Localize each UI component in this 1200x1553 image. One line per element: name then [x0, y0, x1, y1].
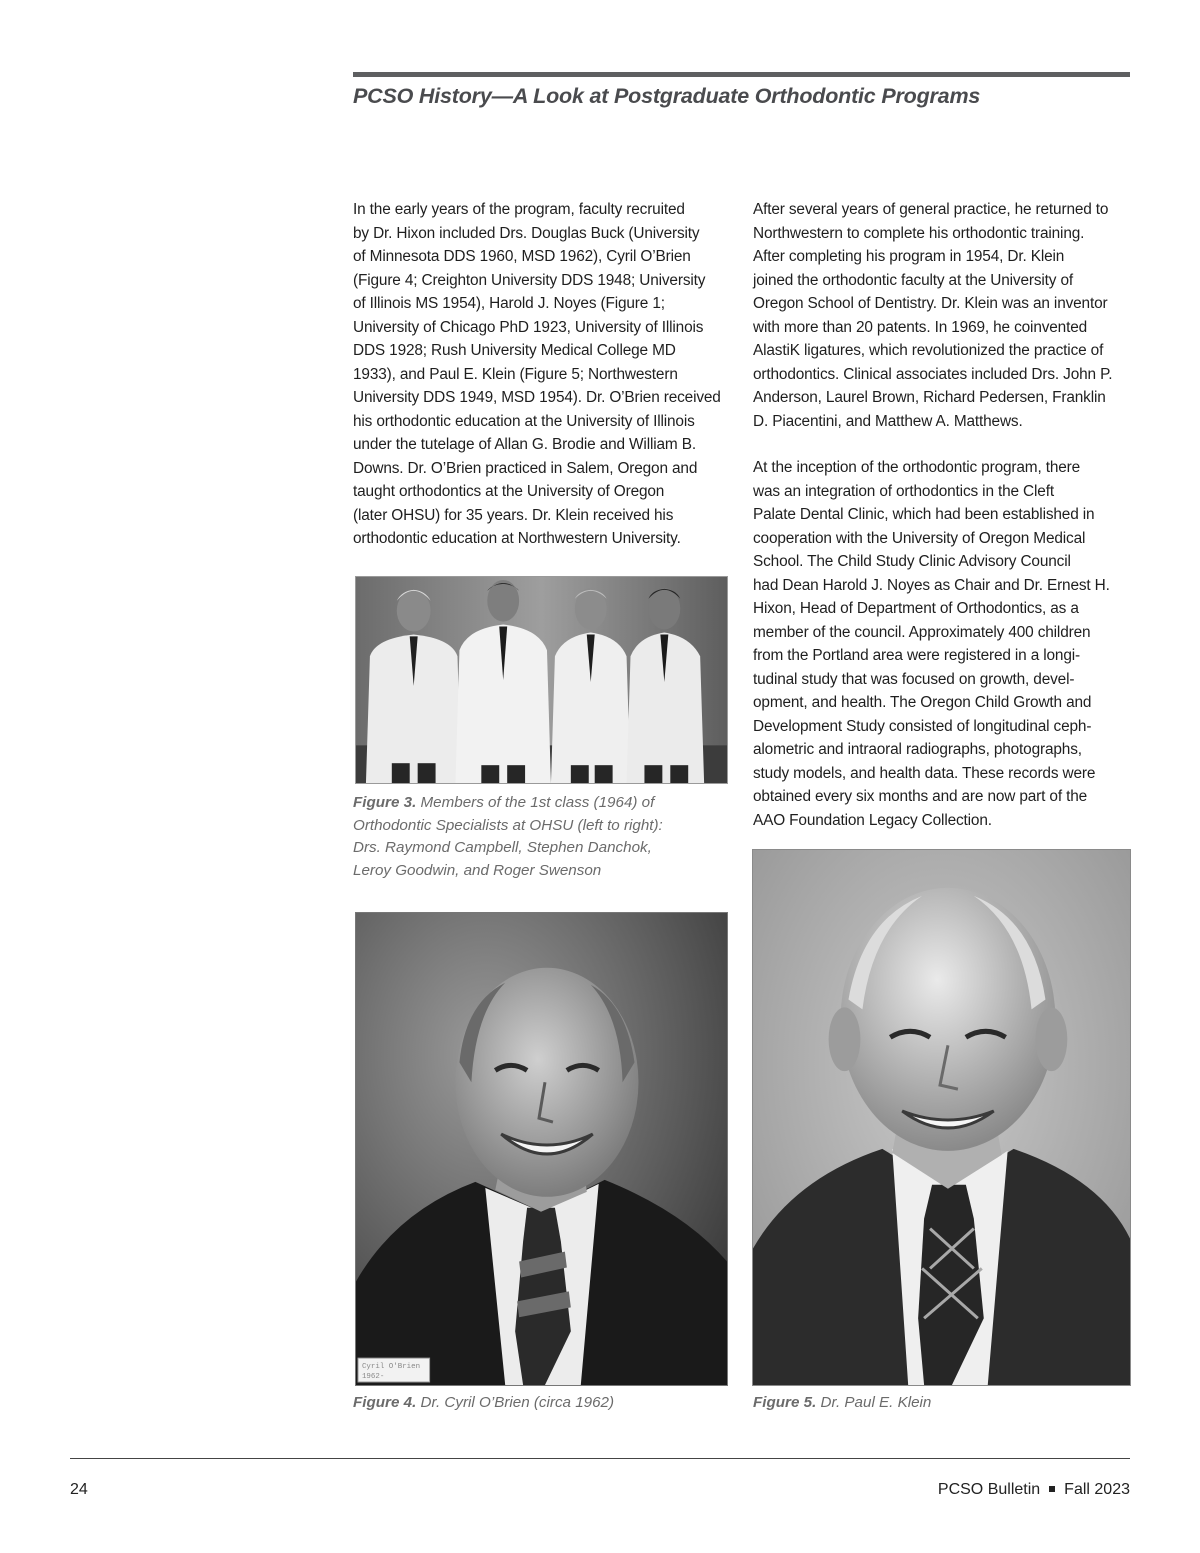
paragraph-line: (later OHSU) for 35 years. Dr. Klein received his	[353, 506, 674, 524]
figure4-label: Figure 4.	[353, 1394, 417, 1411]
paragraph-line: alometric and intraoral radiographs, photographs,	[753, 741, 1082, 758]
figure3-caption-line: Drs. Raymond Campbell, Stephen Danchok,	[353, 839, 652, 856]
paragraph-line: School. The Child Study Clinic Advisory Council	[753, 553, 1071, 570]
paragraph-line: After completing his program in 1954, Dr. Klein	[753, 248, 1065, 265]
figure3-caption-text: Members of the 1st class (1964) of	[416, 794, 655, 811]
paragraph-line: study models, and health data. These records were	[753, 764, 1096, 782]
paragraph-line: After several years of general practice, he returned to	[753, 201, 1109, 218]
bullet-icon	[1049, 1486, 1055, 1492]
figure5-caption	[753, 1392, 931, 1415]
header-rule	[353, 72, 1130, 77]
right-column-paragraph-2	[753, 456, 1133, 832]
paragraph-line: University of Chicago PhD 1923, University of Illinois	[353, 318, 704, 336]
figure4-photo	[355, 912, 728, 1386]
paragraph-line: was an integration of orthodontics in the Cleft	[753, 482, 1054, 500]
figure5-photo	[752, 849, 1131, 1386]
paragraph-line: Palate Dental Clinic, which had been established in	[753, 506, 1095, 523]
paragraph-line: orthodontic education at Northwestern University.	[353, 530, 681, 547]
paragraph-line: member of the council. Approximately 400 children	[753, 623, 1091, 641]
paragraph-line: University DDS 1949, MSD 1954). Dr. O’Brien received	[353, 389, 721, 406]
paragraph-line: under the tutelage of Allan G. Brodie and William B.	[353, 436, 696, 453]
paragraph-line: obtained every six months and are now part of the	[753, 788, 1088, 805]
footer-publication-info	[938, 1481, 1130, 1499]
paragraph-line: of Illinois MS 1954), Harold J. Noyes (Figure 1;	[353, 295, 665, 312]
paragraph-line: Hixon, Head of Department of Orthodontics, as a	[753, 600, 1079, 617]
right-column-paragraph-1	[753, 198, 1133, 433]
paragraph-line: had Dean Harold J. Noyes as Chair and Dr. Ernest H.	[753, 576, 1110, 594]
paragraph-line: Northwestern to complete his orthodontic training.	[753, 224, 1085, 242]
paragraph-line: of Minnesota DDS 1960, MSD 1962), Cyril O’Brien	[353, 248, 691, 265]
figure4-photo-tag-line1: Cyril O'Brien	[361, 1363, 421, 1372]
paragraph-line: tudinal study that was focused on growth, devel-	[753, 670, 1075, 688]
figure4-caption	[353, 1392, 614, 1415]
paragraph-line: Downs. Dr. O’Brien practiced in Salem, Oregon and	[353, 459, 698, 477]
figure3-caption	[353, 792, 733, 882]
paragraph-line: DDS 1928; Rush University Medical College MD	[353, 342, 676, 359]
footer-rule	[70, 1458, 1130, 1459]
paragraph-line: At the inception of the orthodontic program, there	[753, 459, 1081, 476]
paragraph-line: his orthodontic education at the University of Illinois	[353, 412, 695, 430]
figure5-label: Figure 5.	[753, 1394, 817, 1411]
figure3-photo	[355, 576, 728, 784]
paragraph-line: from the Portland area were registered in a longi-	[753, 647, 1080, 664]
figure5-caption-text: Dr. Paul E. Klein	[816, 1394, 932, 1411]
figure3-caption-line: Orthodontic Specialists at OHSU (left to right):	[353, 816, 663, 834]
paragraph-line: (Figure 4; Creighton University DDS 1948; University	[353, 271, 706, 289]
paragraph-line: Oregon School of Dentistry. Dr. Klein was an inventor	[753, 295, 1108, 312]
page-number: 24	[70, 1481, 88, 1498]
paragraph-line: Development Study consisted of longitudinal ceph-	[753, 717, 1092, 735]
paragraph-line: AAO Foundation Legacy Collection.	[753, 811, 992, 829]
paragraph-line: by Dr. Hixon included Drs. Douglas Buck (University	[353, 224, 700, 242]
figure3-label: Figure 3.	[353, 794, 417, 811]
paragraph-line: taught orthodontics at the University of Oregon	[353, 483, 665, 500]
paragraph-line: D. Piacentini, and Matthew A. Matthews.	[753, 412, 1023, 430]
left-column-paragraph	[353, 198, 733, 551]
paragraph-line: with more than 20 patents. In 1969, he coinvented	[753, 318, 1088, 336]
figure3-caption-line	[353, 792, 733, 815]
paragraph-line: 1933), and Paul E. Klein (Figure 5; Northwestern	[353, 365, 678, 383]
paragraph-line: orthodontics. Clinical associates included Drs. John P.	[753, 365, 1113, 383]
paragraph-line: AlastiK ligatures, which revolutionized the practice of	[753, 342, 1104, 359]
paragraph-line: Anderson, Laurel Brown, Richard Pedersen, Franklin	[753, 389, 1106, 406]
paragraph-line: opment, and health. The Oregon Child Growth and	[753, 694, 1092, 711]
paragraph-line: In the early years of the program, faculty recruited	[353, 201, 685, 218]
page-title: PCSO History—A Look at Postgraduate Orthodontic Programs	[353, 84, 981, 108]
footer-publication: PCSO Bulletin	[937, 1481, 1041, 1498]
paragraph-line: joined the orthodontic faculty at the University of	[753, 271, 1074, 289]
paragraph-line: cooperation with the University of Oregon Medical	[753, 529, 1086, 547]
footer-issue: Fall 2023	[1064, 1481, 1130, 1498]
figure4-photo-tag-line2: 1962-	[361, 1373, 385, 1382]
figure3-caption-line: Leroy Goodwin, and Roger Swenson	[353, 861, 602, 879]
figure4-caption-text: Dr. Cyril O’Brien (circa 1962)	[416, 1394, 615, 1411]
